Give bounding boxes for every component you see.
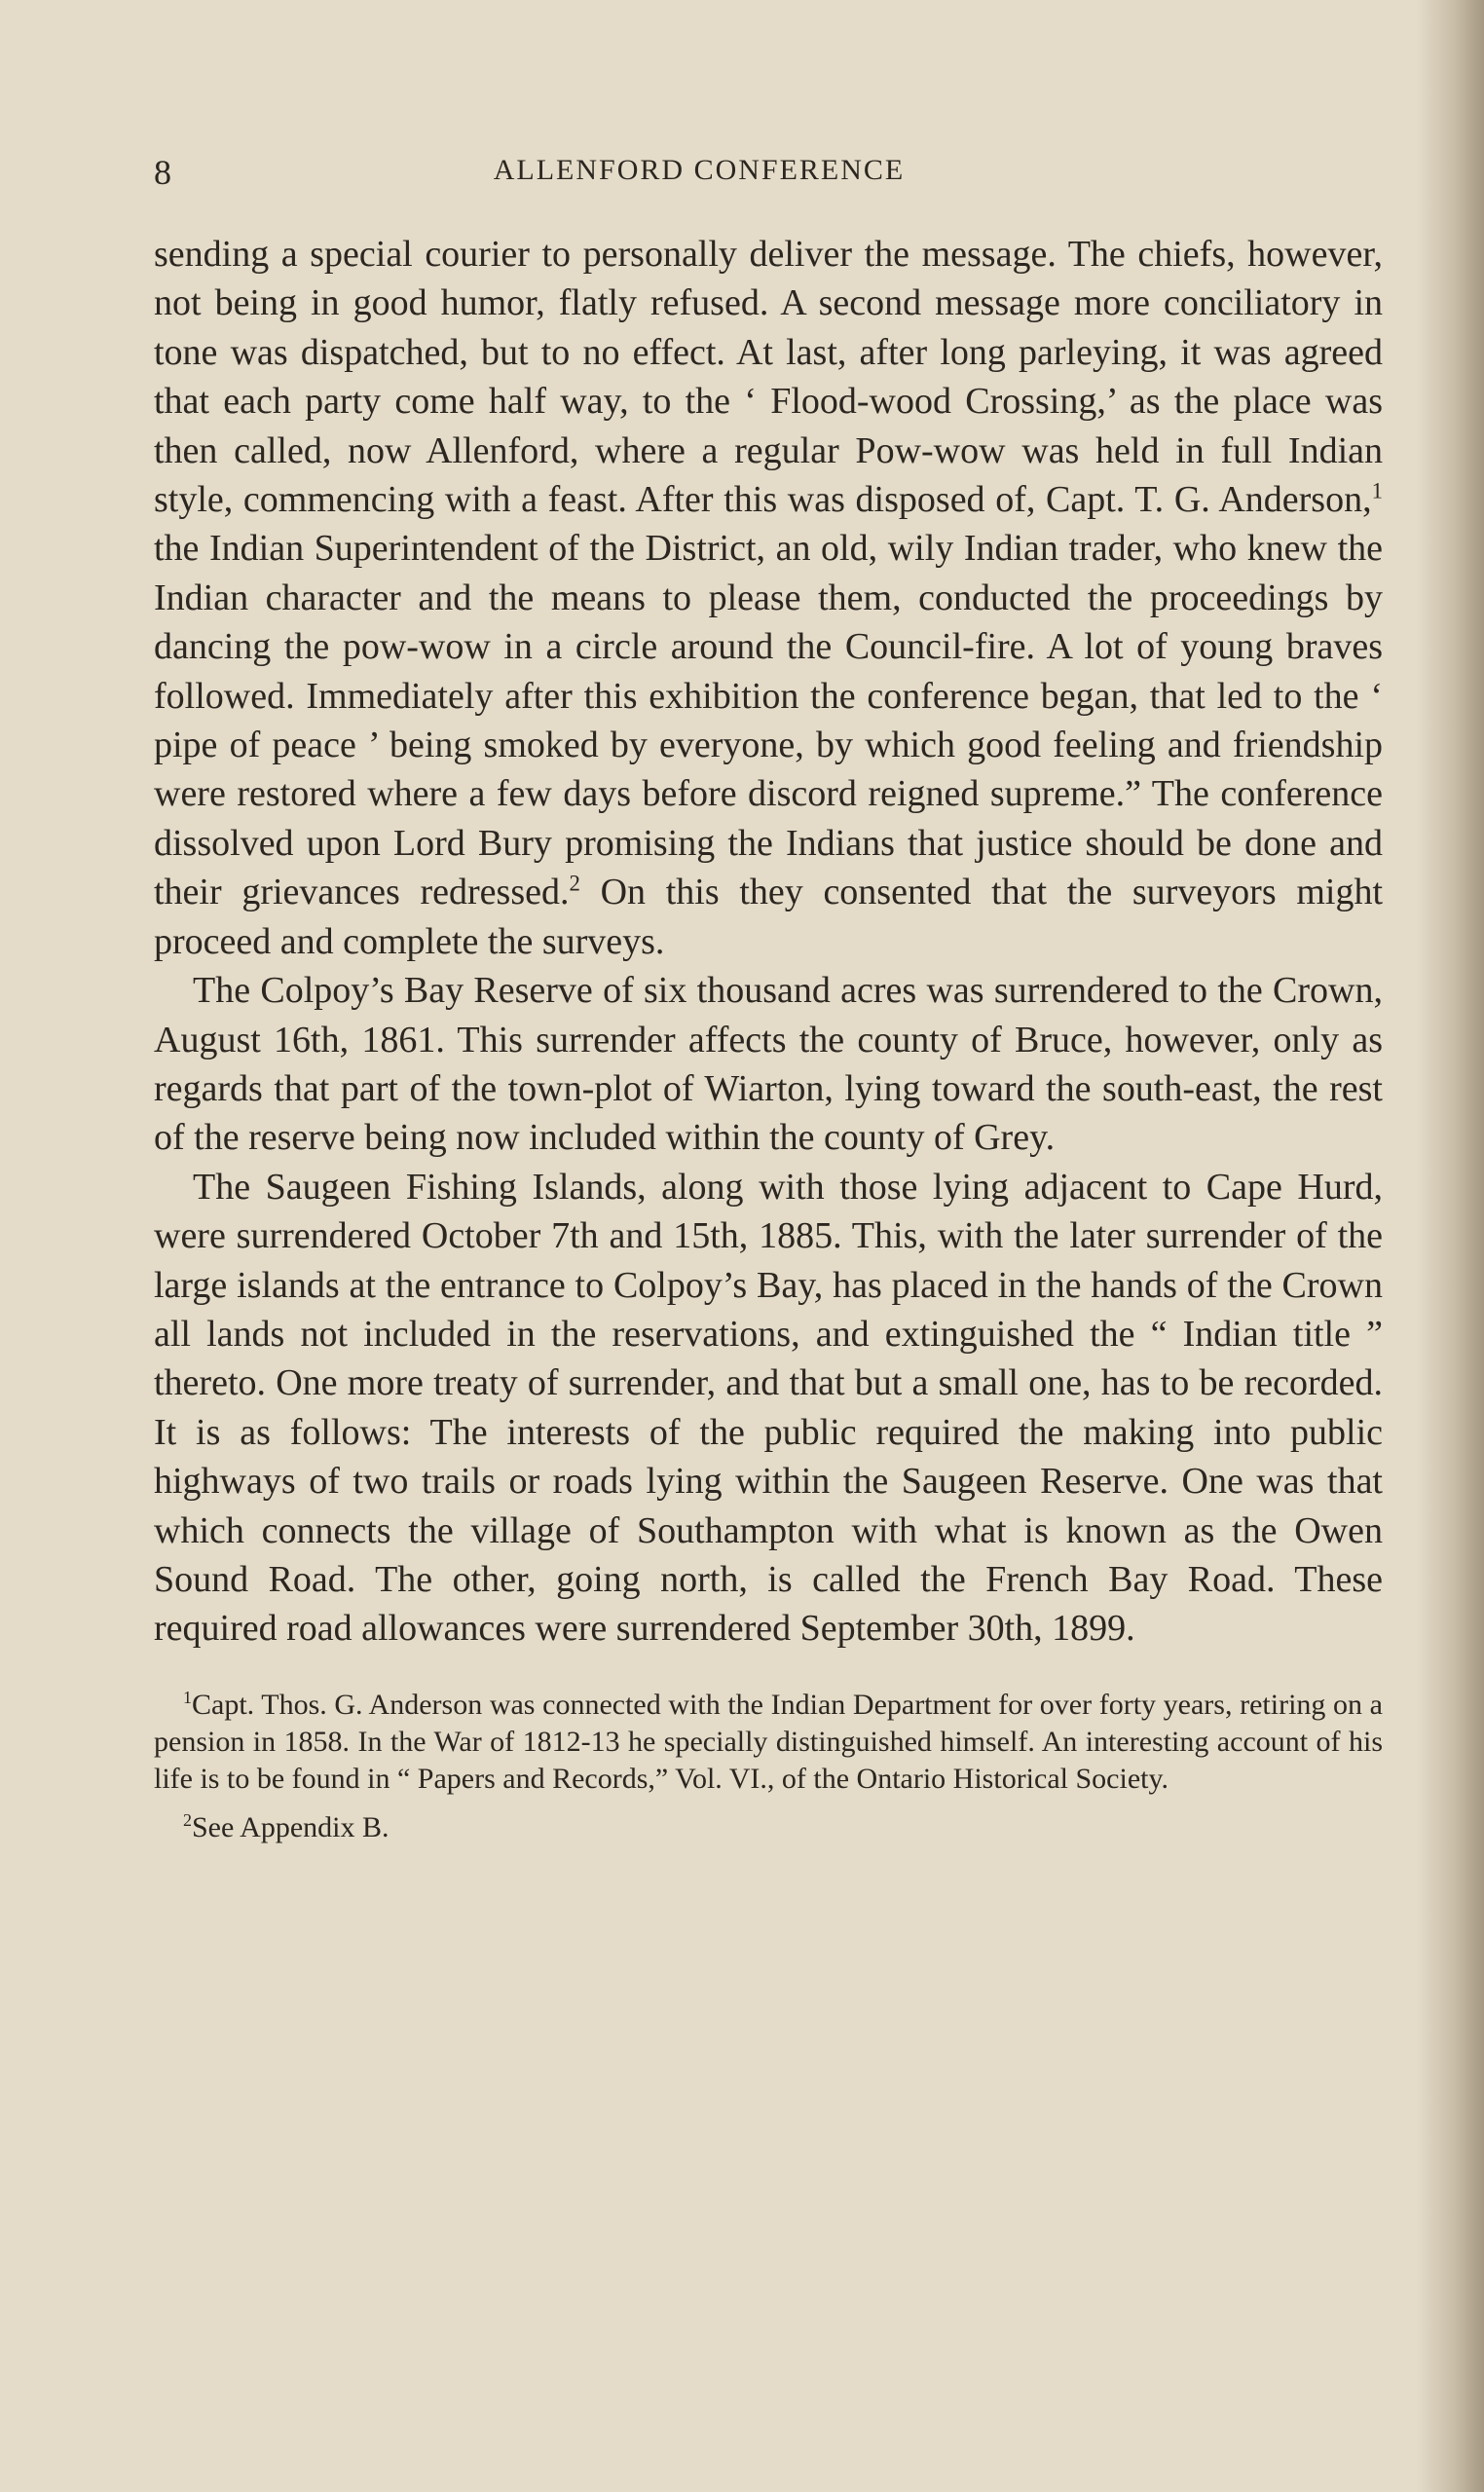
footnote-ref-2: 2	[569, 871, 580, 896]
footnote-1-mark: 1	[183, 1687, 192, 1707]
footnotes	[154, 1687, 1383, 1846]
paragraph-1-text-middle: the Indian Superintendent of the District, an old, wily Indian trader, who knew the Indian character and the means to please them, conducted the proceedings by dancing the pow-wow in a circle around the Council-fire. A lot of young braves followed. Immediately after this exhibition the conference began, that led to the ‘ pipe of peace ’ being smoked by everyone, by which good feeling and friendship were restored where a few days before discord reigned supreme.” The conference dissolved upon Lord Bury promising the Indians that justice should be done and their grievances redressed.	[154, 528, 1383, 913]
footnote-1-text: Capt. Thos. G. Anderson was connected with the Indian Department for over forty years, retiring on a pension in 1858. In the War of 1812-13 he specially distinguished himself. An interesting account of his life is to be found in “ Papers and Records,” Vol. VI., of the Ontario Historical Society.	[154, 1688, 1383, 1795]
page-number: 8	[154, 153, 171, 192]
footnote-2-mark: 2	[183, 1809, 192, 1830]
footnote-2	[154, 1809, 1383, 1846]
body-text	[154, 230, 1383, 1654]
running-title: ALLENFORD CONFERENCE	[493, 154, 906, 186]
footnote-ref-1: 1	[1371, 478, 1383, 503]
paragraph-2: The Colpoy’s Bay Reserve of six thousand acres was surrendered to the Crown, August 16th, 1861. This surrender affects the county of Bruce, however, only as regards that part of the town-plot of Wiarton, lying toward the south-east, the rest of the reserve being now included within the county of Grey.	[154, 970, 1383, 1159]
footnote-1	[154, 1687, 1383, 1798]
paragraph-1	[154, 230, 1383, 966]
paragraph-1-text-after: On this they consented that the surveyors might proceed and complete the surveys.	[154, 872, 1383, 962]
page-gutter-shadow	[1416, 0, 1484, 2492]
paragraph-1-text-before: sending a special courier to personally deliver the message. The chiefs, however, not being in good humor, flatly refused. A second message more conciliatory in tone was dispatched, but to no effect. At last, after long parleying, it was agreed that each party come half way, to the ‘ Flood-wood Crossing,’ as the place was then called, now Allenford, where a regular Pow-wow was held in full Indian style, commencing with a feast. After this was disposed of, Capt. T. G. Anderson,	[154, 234, 1383, 521]
page-header	[154, 146, 1383, 205]
book-page	[154, 146, 1383, 1858]
footnote-2-text: See Appendix B.	[192, 1810, 390, 1843]
paragraph-3: The Saugeen Fishing Islands, along with those lying adjacent to Cape Hurd, were surrendered October 7th and 15th, 1885. This, with the later surrender of the large islands at the entrance to Colpoy’s Bay, has placed in the hands of the Crown all lands not included in the reservations, and extinguished the “ Indian title ” thereto. One more treaty of surrender, and that but a small one, has to be recorded. It is as follows: The interests of the public required the making into public highways of two trails or roads lying within the Saugeen Reserve. One was that which connects the village of Southampton with what is known as the Owen Sound Road. The other, going north, is called the French Bay Road. These required road allowances were surrendered September 30th, 1899.	[154, 1166, 1383, 1650]
